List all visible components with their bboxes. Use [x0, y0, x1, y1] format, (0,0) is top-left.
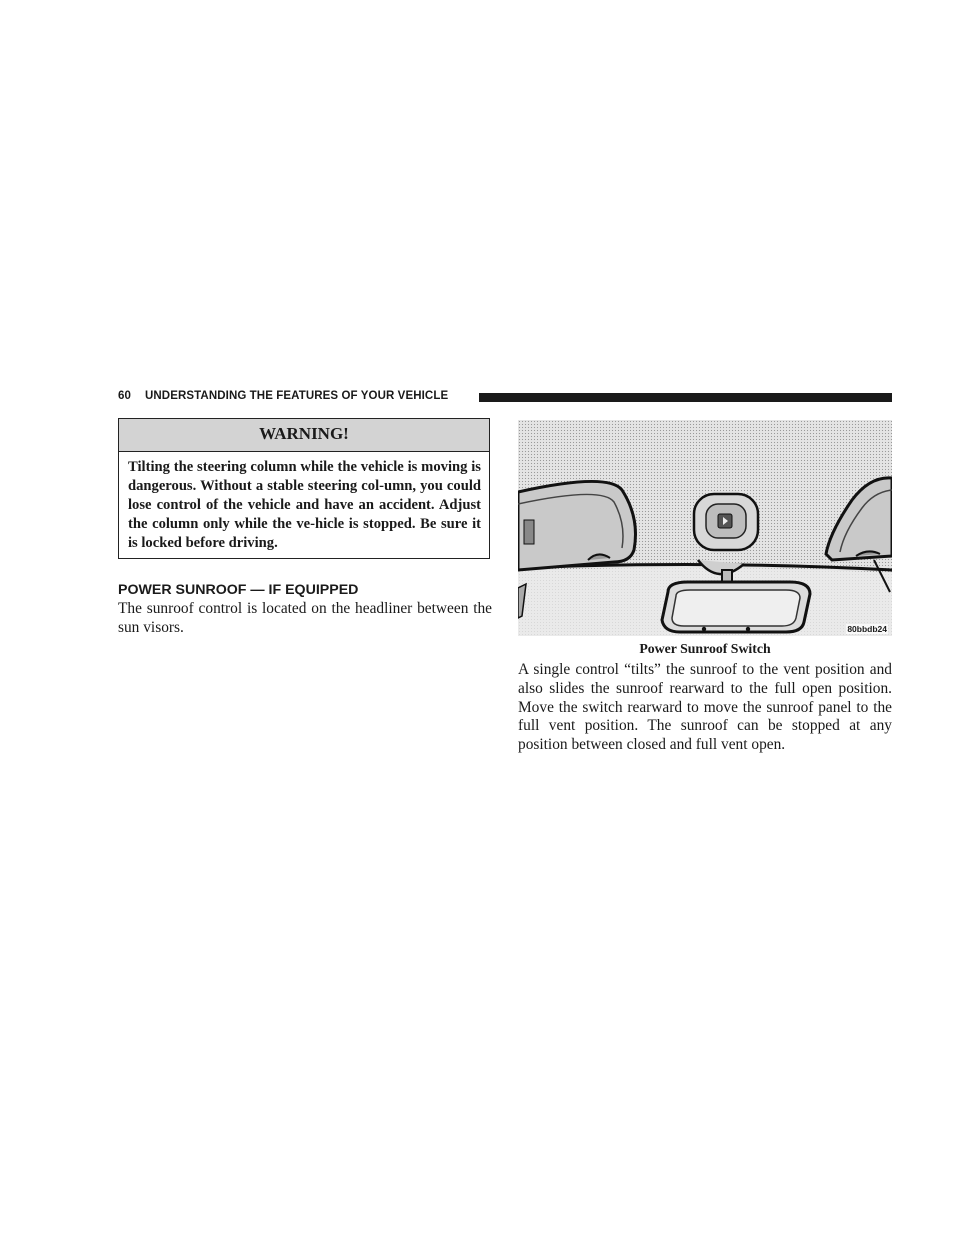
sunroof-switch-illustration	[518, 420, 892, 636]
headliner-drawing	[518, 420, 892, 636]
figure-id: 80bbdb24	[847, 624, 887, 634]
page-number: 60	[118, 390, 131, 402]
section-heading: POWER SUNROOF — IF EQUIPPED	[118, 582, 359, 598]
page-header	[118, 389, 892, 407]
sunroof-operation-paragraph: A single control “tilts” the sunroof to the vent position and also slides the sunroof rearward to the full open position. Move the switch rearward to move the sunroof panel to the full vent position. The sunroof can be stopped at any position between closed and full vent open.	[518, 661, 892, 754]
figure-caption: Power Sunroof Switch	[639, 641, 771, 656]
intro-paragraph: The sunroof control is located on the headliner between the sun visors.	[118, 600, 492, 636]
warning-box	[118, 418, 490, 559]
chapter-title: UNDERSTANDING THE FEATURES OF YOUR VEHICLE	[145, 390, 449, 402]
header-rule	[479, 393, 892, 402]
warning-heading: WARNING!	[119, 419, 489, 452]
warning-text: Tilting the steering column while the vehicle is moving is dangerous. Without a stable steering col-umn, you could lose control of the vehicle and have an accident. Adjust the column only while the ve-hicle is stopped. Be sure it is locked before driving.	[128, 459, 481, 551]
